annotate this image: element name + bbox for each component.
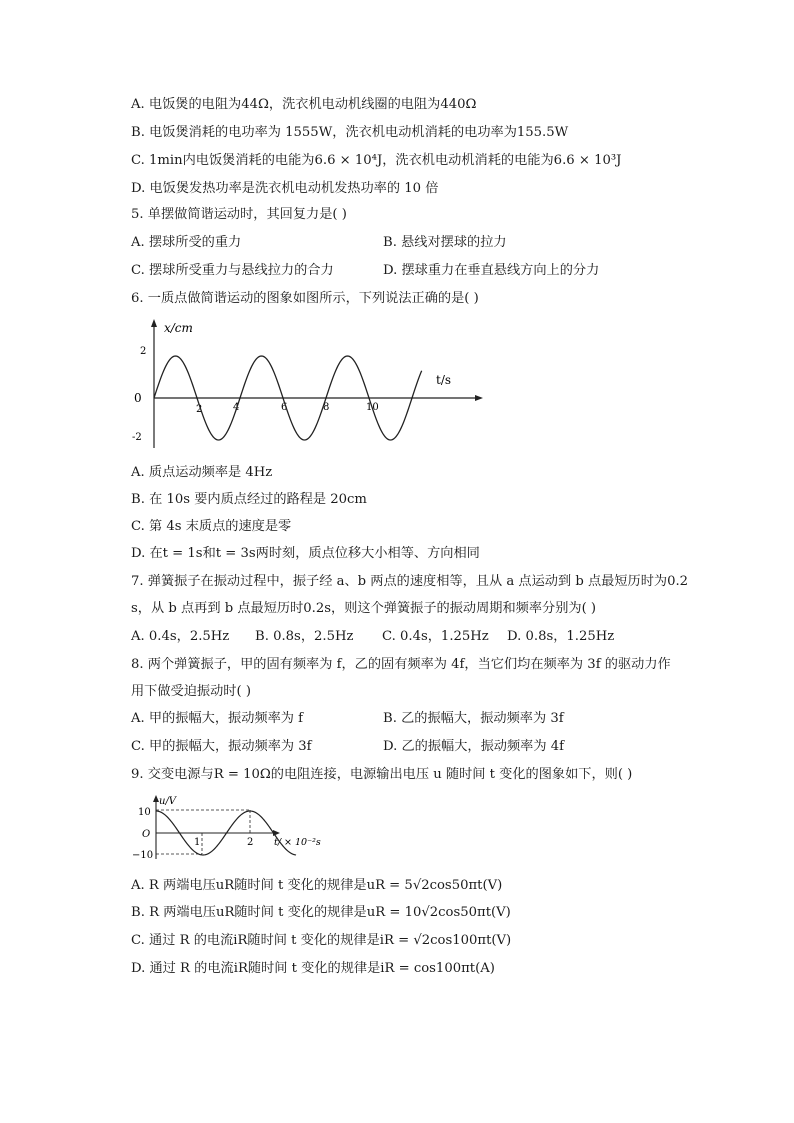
q8-stem-line1: 8. 两个弹簧振子，甲的固有频率为 f，乙的固有频率为 4f，当它们均在频率为 3f 的驱动力作 bbox=[131, 657, 671, 672]
q9-stem: 9. 交变电源与R = 10Ω的电阻连接，电源输出电压 u 随时间 t 变化的图象如下，则( ) bbox=[131, 767, 633, 782]
option-d-prev: D. 电饭煲发热功率是洗衣机电动机发热功率的 10 倍 bbox=[131, 181, 439, 196]
q5-option-d: D. 摆球重力在垂直悬线方向上的分力 bbox=[383, 263, 600, 278]
q8-stem-line2: 用下做受迫振动时( ) bbox=[131, 684, 251, 699]
q9-origin: O bbox=[142, 829, 151, 840]
q7-option-d: D. 0.8s，1.25Hz bbox=[507, 629, 615, 644]
q9-ytick-10: 10 bbox=[138, 807, 151, 818]
q5-option-c: C. 摆球所受重力与悬线拉力的合力 bbox=[131, 263, 334, 278]
q8-option-b: B. 乙的振幅大，振动频率为 3f bbox=[383, 711, 564, 726]
q7-stem-line2: s，从 b 点再到 b 点最短历时0.2s，则这个弹簧振子的振动周期和频率分别为( ) bbox=[131, 601, 597, 616]
q6-xtick-10: 10 bbox=[366, 402, 379, 413]
q9-option-c: C. 通过 R 的电流iR随时间 t 变化的规律是iR = √2cos100πt(V) bbox=[131, 933, 512, 948]
option-a-prev: A. 电饭煲的电阻为44Ω，洗衣机电动机线圈的电阻为440Ω bbox=[131, 97, 477, 112]
q9-voltage-graph bbox=[128, 793, 328, 863]
q8-option-d: D. 乙的振幅大，振动频率为 4f bbox=[383, 739, 565, 754]
q7-option-b: B. 0.8s，2.5Hz bbox=[255, 629, 354, 644]
q9-xtick-2: 2 bbox=[247, 837, 254, 848]
q6-ylabel: x/cm bbox=[164, 321, 193, 335]
q6-xtick-4: 4 bbox=[233, 402, 240, 413]
q6-x-arrow bbox=[475, 395, 483, 401]
q6-xlabel: t/s bbox=[436, 373, 452, 387]
q6-xtick-8: 8 bbox=[323, 402, 330, 413]
q7-option-a: A. 0.4s，2.5Hz bbox=[131, 629, 230, 644]
q9-ytick-neg10: −10 bbox=[132, 850, 154, 861]
q6-option-d: D. 在t = 1s和t = 3s两时刻，质点位移大小相等、方向相同 bbox=[131, 546, 480, 561]
option-c-prev: C. 1min内电饭煲消耗的电能为6.6 × 10⁴J，洗衣机电动机消耗的电能为6.6 × 10³J bbox=[131, 153, 622, 168]
q9-option-b: B. R 两端电压uR随时间 t 变化的规律是uR = 10√2cos50πt(V) bbox=[131, 905, 511, 920]
option-b-prev: B. 电饭煲消耗的电功率为 1555W，洗衣机电动机消耗的电功率为155.5W bbox=[131, 125, 569, 140]
q6-ytick-0: 0 bbox=[134, 391, 142, 405]
q7-option-c: C. 0.4s，1.25Hz bbox=[382, 629, 489, 644]
q5-option-a: A. 摆球所受的重力 bbox=[131, 235, 242, 250]
q6-y-arrow bbox=[151, 319, 157, 327]
q9-option-d: D. 通过 R 的电流iR随时间 t 变化的规律是iR = cos100πt(A) bbox=[131, 961, 495, 976]
q9-xlabel: t/ × 10⁻²s bbox=[274, 837, 321, 848]
q6-stem: 6. 一质点做简谐运动的图象如图所示，下列说法正确的是( ) bbox=[131, 291, 479, 306]
q6-option-b: B. 在 10s 要内质点经过的路程是 20cm bbox=[131, 492, 367, 507]
q6-xtick-6: 6 bbox=[281, 402, 288, 413]
q6-ytick-2: 2 bbox=[140, 346, 147, 357]
q9-option-a: A. R 两端电压uR随时间 t 变化的规律是uR = 5√2cos50πt(V) bbox=[131, 878, 503, 893]
q5-stem: 5. 单摆做简谐运动时，其回复力是( ) bbox=[131, 207, 347, 222]
q9-ylabel: u/V bbox=[159, 796, 177, 807]
q9-xtick-1: 1 bbox=[194, 837, 201, 848]
q6-xtick-2: 2 bbox=[196, 404, 203, 415]
q6-ytick-neg2: -2 bbox=[132, 432, 142, 443]
q6-option-a: A. 质点运动频率是 4Hz bbox=[131, 465, 273, 480]
q8-option-c: C. 甲的振幅大，振动频率为 3f bbox=[131, 739, 312, 754]
q6-displacement-graph bbox=[128, 316, 488, 452]
q7-stem-line1: 7. 弹簧振子在振动过程中，振子经 a、b 两点的速度相等，且从 a 点运动到 b 点最短历时为0.2 bbox=[131, 574, 689, 589]
q6-option-c: C. 第 4s 末质点的速度是零 bbox=[131, 519, 292, 534]
q5-option-b: B. 悬线对摆球的拉力 bbox=[383, 235, 507, 250]
q8-option-a: A. 甲的振幅大，振动频率为 f bbox=[131, 711, 304, 726]
